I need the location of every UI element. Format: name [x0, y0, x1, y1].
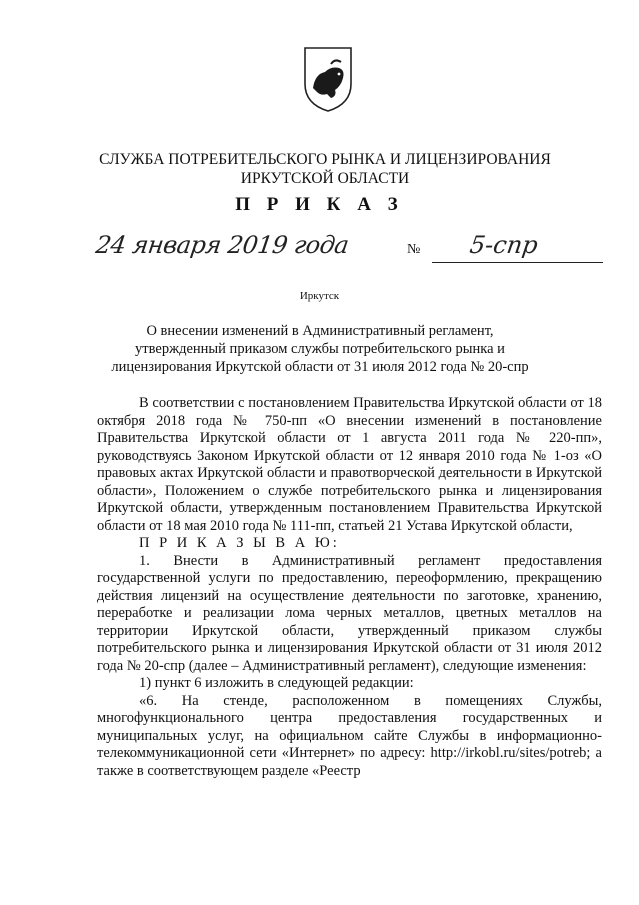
document-body: [97, 395, 602, 780]
subitem-1: 1) пункт 6 изложить в следующей редакции:: [139, 675, 414, 691]
city-label: Иркутск: [299, 290, 340, 302]
handwritten-number: 5-спр: [468, 231, 540, 259]
handwritten-date: 24 января 2019 года: [94, 231, 351, 259]
agency-line-1: СЛУЖБА ПОТРЕБИТЕЛЬСКОГО РЫНКА И ЛИЦЕНЗИРОВАНИЯ: [99, 151, 551, 168]
item-1-paragraph: 1. Внести в Административный регламент предоставления государственной услуги по предоставлению, переоформлению, прекращению действия лицензий на осуществление деятельности по заготовке, хранению, переработке и реализации лома черных металлов, цветных металлов на территории Иркутской области, утвержденный приказом службы потребительского рынка и лицензирования Иркутской области от 31 июля 2012 года № 20-спр (далее – Административный регламент), следующие изменения:: [97, 552, 602, 674]
document-subject: О внесении изменений в Административный регламент, утвержденный приказом службы потребительского рынка и лицензирования Иркутской области от 31 июля 2012 года № 20-спр: [111, 323, 529, 375]
coat-of-arms-emblem: [301, 44, 355, 114]
number-sign: №: [407, 242, 421, 257]
agency-name: [40, 150, 610, 188]
quoted-paragraph-6: «6. На стенде, расположенном в помещениях Службы, многофункционального центра предоставления государственных и муниципальных услуг, на официальном сайте Службы в информационно-телекоммуникационной сети «Интернет» по адресу: http://irkobl.ru/sites/potreb; а также в соответствующем разделе «Реестр: [97, 692, 602, 779]
preamble-paragraph: В соответствии с постановлением Правительства Иркутской области от 18 октября 2018 года № 750-пп «О внесении изменений в постановление Правительства Иркутской области от 1 августа 2011 года № 220-пп», руководствуясь Законом Иркутской области от 12 января 2010 года № 1-оз «О правовых актах Иркутской области и правотворческой деятельности в Иркутской области», Положением о службе потребительского рынка и лицензирования Иркутской области, утвержденным постановлением Правительства Иркутской области от 18 мая 2010 года № 111-пп, статьей 21 Устава Иркутской области,: [97, 395, 602, 534]
agency-line-2: ИРКУТСКОЙ ОБЛАСТИ: [240, 170, 410, 187]
document-type-title: П Р И К А З: [235, 194, 404, 215]
order-word: П Р И К А З Ы В А Ю:: [139, 535, 340, 551]
number-underline: [432, 262, 603, 263]
